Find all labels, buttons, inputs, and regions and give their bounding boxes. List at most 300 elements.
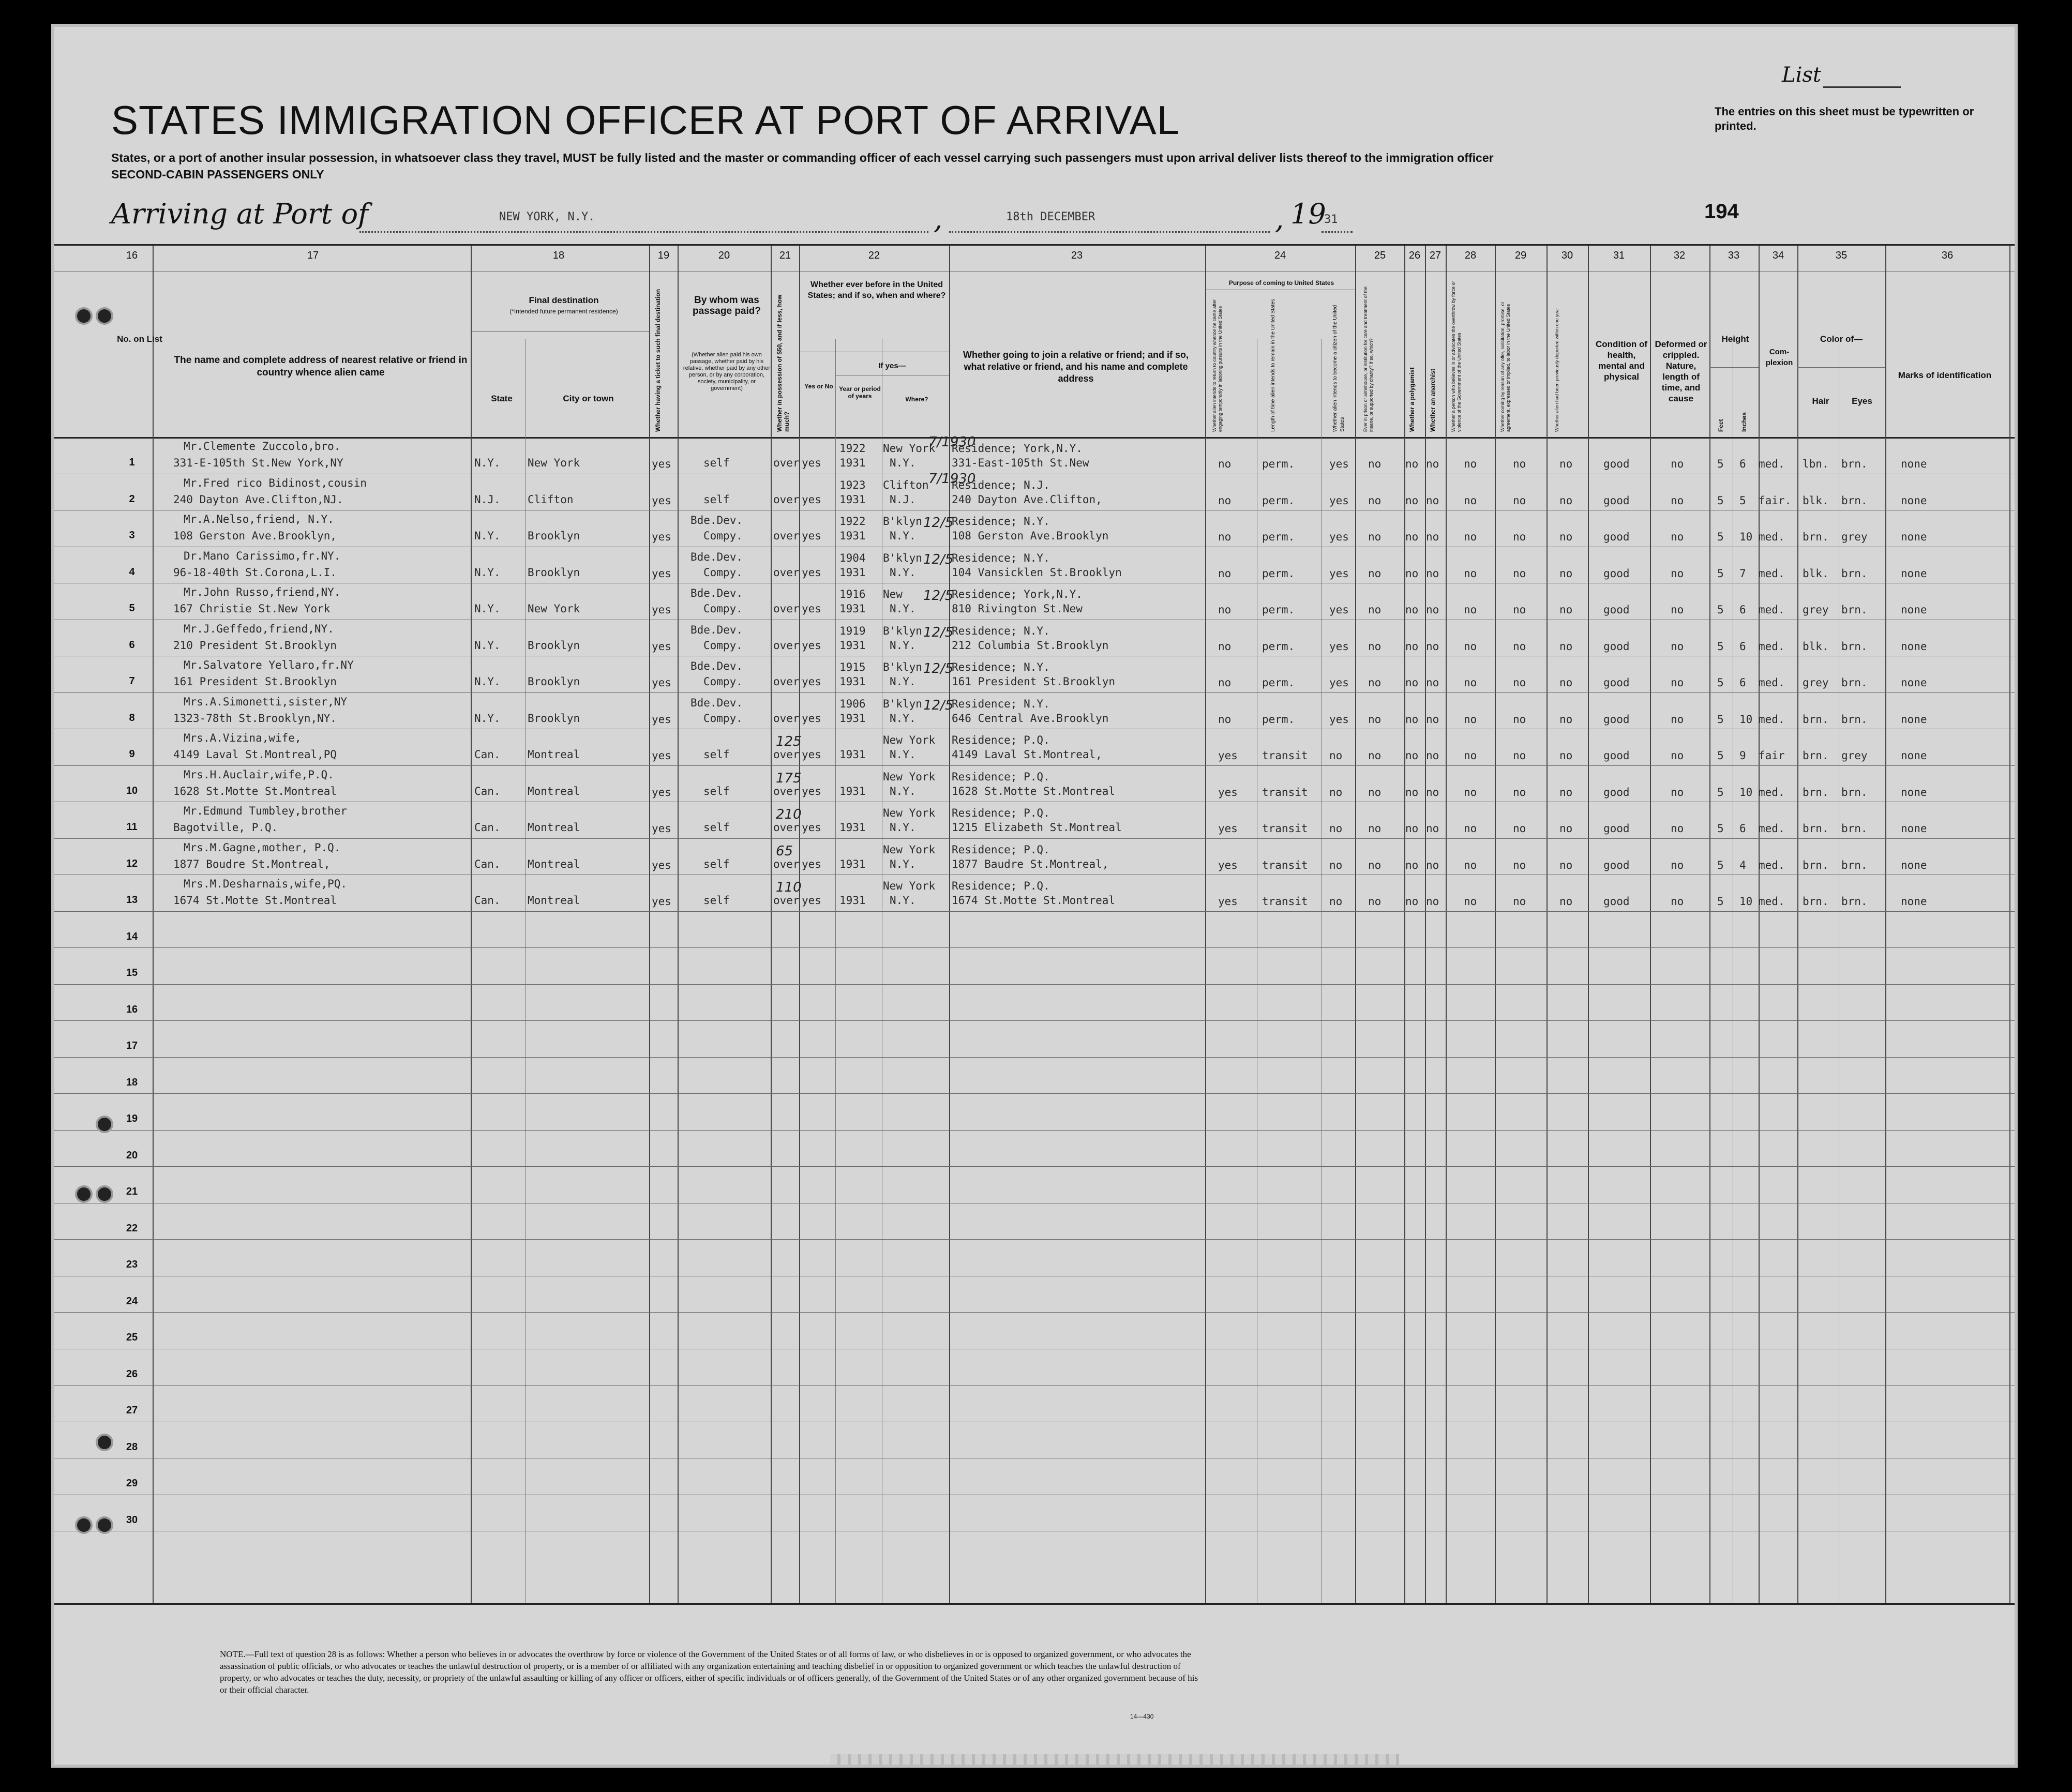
- relative-address: 1674 St.Motte St.Montreal: [173, 894, 337, 907]
- destination-city: Brooklyn: [528, 712, 580, 725]
- column-number: 36: [1941, 250, 1954, 261]
- relative-name: Mrs.A.Vizina,wife,: [184, 732, 302, 744]
- where-before: New York: [883, 770, 936, 783]
- header-q28: Whether a person who believes in or advocates the overthrow by force or violence of the Government of the United States: [1451, 281, 1462, 432]
- where-state: N.Y.: [890, 603, 916, 615]
- joining-residence: Residence; P.Q.: [952, 807, 1050, 819]
- row-rule: [54, 911, 2015, 912]
- health-condition: good: [1603, 786, 1630, 799]
- purpose-return: no: [1218, 458, 1232, 470]
- header-no-on-list: No. on List: [117, 334, 162, 344]
- possession-50: over: [773, 639, 800, 652]
- identification-marks: none: [1901, 531, 1927, 543]
- header-polygamist: Whether a polygamist: [1408, 367, 1416, 432]
- header-passage: By whom was passage paid?: [693, 295, 761, 317]
- complexion-value: med.: [1759, 458, 1785, 470]
- relative-address: Bagotville, P.Q.: [173, 821, 278, 834]
- column-rule: [1495, 246, 1496, 1603]
- been-before: yes: [802, 675, 821, 688]
- row-number: 5: [129, 603, 135, 614]
- handwritten-annotation: 110: [776, 880, 802, 895]
- handwritten-annotation: 65: [776, 843, 793, 859]
- row-number: 4: [129, 566, 135, 578]
- header-deformed: Deformed or crippled. Nature, length of time, and cause: [1655, 339, 1707, 403]
- prison-answer: no: [1368, 895, 1382, 908]
- relative-name: Mr.A.Nelso,friend, N.Y.: [184, 513, 334, 525]
- complexion-value: med.: [1759, 531, 1785, 543]
- row-number: 22: [126, 1222, 138, 1234]
- been-before: yes: [802, 457, 821, 469]
- eye-color: brn.: [1841, 786, 1868, 799]
- anarchist-answer: no: [1426, 494, 1439, 507]
- ticket-answer: yes: [652, 786, 671, 799]
- destination-state: N.Y.: [474, 603, 501, 615]
- row-number: 2: [129, 493, 135, 505]
- passage-paid-by-detail: Compy.: [703, 712, 743, 725]
- column-rule: [771, 246, 772, 1603]
- where-before: New York: [883, 843, 936, 856]
- q29-answer: no: [1513, 713, 1526, 726]
- row-number: 1: [129, 457, 135, 468]
- destination-city: Brooklyn: [528, 566, 580, 579]
- prison-answer: no: [1368, 822, 1382, 835]
- where-state: N.Y.: [890, 530, 916, 542]
- q28-answer: no: [1464, 640, 1477, 653]
- eye-color: brn.: [1841, 604, 1868, 616]
- q29-answer: no: [1513, 494, 1526, 507]
- row-number: 9: [129, 748, 135, 760]
- deformed-answer: no: [1671, 567, 1684, 580]
- health-condition: good: [1603, 640, 1630, 653]
- hair-color: brn.: [1803, 531, 1829, 543]
- q28-answer: no: [1464, 713, 1477, 726]
- height-feet: 5: [1717, 786, 1724, 799]
- year-period: 1931: [839, 857, 866, 870]
- been-before: yes: [802, 748, 821, 761]
- row-number: 23: [126, 1259, 138, 1270]
- purpose-return: no: [1218, 713, 1232, 726]
- joining-residence: Residence; P.Q.: [952, 770, 1050, 783]
- height-feet: 5: [1717, 859, 1724, 871]
- q30-answer: no: [1559, 494, 1573, 507]
- row-number: 7: [129, 675, 135, 687]
- identification-marks: none: [1901, 458, 1927, 470]
- header-eyes: Eyes: [1852, 396, 1872, 406]
- hair-color: lbn.: [1803, 458, 1829, 470]
- q30-answer: no: [1559, 786, 1573, 799]
- relative-address: 96-18-40th St.Corona,L.I.: [173, 566, 337, 579]
- header-city: City or town: [563, 394, 614, 403]
- purpose-return: no: [1218, 531, 1232, 543]
- eye-color: brn.: [1841, 676, 1868, 689]
- row-number: 8: [129, 712, 135, 724]
- q30-answer: no: [1559, 567, 1573, 580]
- header-purpose-return: Whether alien intends to return to country whence he came after engaging temporarily in laboring pursuits in the United States: [1212, 299, 1223, 432]
- deformed-answer: no: [1671, 531, 1684, 543]
- passage-paid-by-detail: self: [703, 894, 730, 907]
- passage-paid-by: Bde.Dev.: [690, 587, 743, 599]
- identification-marks: none: [1901, 676, 1927, 689]
- purpose-return: yes: [1218, 822, 1238, 835]
- identification-marks: none: [1901, 567, 1927, 580]
- destination-state: Can.: [474, 894, 501, 907]
- passage-paid-by: Bde.Dev.: [690, 623, 743, 636]
- q30-answer: no: [1559, 713, 1573, 726]
- height-feet: 5: [1717, 458, 1724, 470]
- eye-color: brn.: [1841, 822, 1868, 835]
- relative-address: 210 President St.Brooklyn: [173, 639, 337, 652]
- relative-name: Mrs.A.Simonetti,sister,NY: [184, 695, 348, 708]
- handwritten-annotation: 12/5: [923, 588, 954, 604]
- deformed-answer: no: [1671, 749, 1684, 762]
- handwritten-annotation: 7/1930: [928, 471, 976, 487]
- joining-address: 104 Vansicklen St.Brooklyn: [952, 566, 1122, 579]
- header-height: Height: [1721, 334, 1749, 344]
- where-state: N.Y.: [890, 748, 916, 761]
- header-color-of: Color of—: [1820, 334, 1863, 344]
- year-before: 1922: [839, 442, 866, 455]
- joining-residence: Residence; N.Y.: [952, 697, 1050, 710]
- q29-answer: no: [1513, 604, 1526, 616]
- identification-marks: none: [1901, 859, 1927, 871]
- identification-marks: none: [1901, 640, 1927, 653]
- year-period: 1931: [839, 675, 866, 688]
- where-state: N.Y.: [890, 894, 916, 907]
- prison-answer: no: [1368, 749, 1382, 762]
- where-state: N.Y.: [890, 639, 916, 652]
- row-rule: [54, 1093, 2015, 1094]
- purpose-length: perm.: [1262, 640, 1295, 653]
- possession-50: over: [773, 603, 800, 615]
- height-inches: 10: [1739, 786, 1753, 799]
- q29-answer: no: [1513, 822, 1526, 835]
- complexion-value: med.: [1759, 567, 1785, 580]
- handwritten-annotation: 12/5: [923, 624, 954, 640]
- height-feet: 5: [1717, 895, 1724, 908]
- hair-color: blk.: [1803, 640, 1829, 653]
- eye-color: brn.: [1841, 713, 1868, 726]
- hair-color: brn.: [1803, 786, 1829, 799]
- purpose-return: no: [1218, 567, 1232, 580]
- deformed-answer: no: [1671, 604, 1684, 616]
- page-subtitle: States, or a port of another insular possession, in whatsoever class they travel, MUST be fully listed and the master or commanding officer of each vessel carrying such passengers must upon arrival deliver lists thereof to the immigration officer: [111, 151, 1494, 164]
- joining-address: 646 Central Ave.Brooklyn: [952, 712, 1109, 725]
- column-rule: [835, 339, 836, 1603]
- passage-paid-by: Bde.Dev.: [690, 550, 743, 563]
- row-number: 30: [126, 1514, 138, 1526]
- punch-hole: [75, 307, 93, 325]
- purpose-citizen: no: [1329, 859, 1343, 871]
- q29-answer: no: [1513, 895, 1526, 908]
- polygamist-answer: no: [1405, 859, 1419, 871]
- relative-name: Mrs.H.Auclair,wife,P.Q.: [184, 768, 334, 781]
- page-number: 194: [1704, 200, 1739, 223]
- purpose-length: perm.: [1262, 458, 1295, 470]
- row-rule: [54, 984, 2015, 985]
- q28-answer: no: [1464, 604, 1477, 616]
- destination-state: Can.: [474, 821, 501, 834]
- joining-address: 1215 Elizabeth St.Montreal: [952, 821, 1122, 834]
- possession-50: over: [773, 675, 800, 688]
- eye-color: grey: [1841, 749, 1868, 762]
- column-number: 18: [552, 250, 565, 261]
- subheader-rule: [1709, 367, 1759, 368]
- height-feet: 5: [1717, 531, 1724, 543]
- header-relative: The name and complete address of nearest relative or friend in country whence alien came: [174, 355, 468, 378]
- polygamist-answer: no: [1405, 640, 1419, 653]
- punch-hole: [96, 1185, 113, 1203]
- relative-address: 108 Gerston Ave.Brooklyn,: [173, 530, 337, 542]
- q28-answer: no: [1464, 895, 1477, 908]
- joining-residence: Residence; York,N.Y.: [952, 588, 1083, 600]
- health-condition: good: [1603, 749, 1630, 762]
- header-hair: Hair: [1812, 396, 1829, 406]
- polygamist-answer: no: [1405, 458, 1419, 470]
- year-period: 1931: [839, 894, 866, 907]
- passage-paid-by-detail: Compy.: [703, 639, 743, 652]
- purpose-return: no: [1218, 640, 1232, 653]
- q29-answer: no: [1513, 749, 1526, 762]
- relative-name: Dr.Mano Carissimo,fr.NY.: [184, 549, 341, 562]
- been-before: yes: [802, 857, 821, 870]
- anarchist-answer: no: [1426, 822, 1439, 835]
- relative-address: 331-E-105th St.New York,NY: [173, 457, 343, 469]
- q28-answer: no: [1464, 567, 1477, 580]
- complexion-value: med.: [1759, 859, 1785, 871]
- been-before: yes: [802, 894, 821, 907]
- row-number: 20: [126, 1149, 138, 1161]
- prison-answer: no: [1368, 859, 1382, 871]
- column-number: 19: [657, 250, 670, 261]
- deformed-answer: no: [1671, 640, 1684, 653]
- purpose-length: transit: [1262, 895, 1308, 908]
- row-number: 15: [126, 967, 138, 978]
- possession-50: over: [773, 857, 800, 870]
- column-number: 23: [1071, 250, 1083, 261]
- height-feet: 5: [1717, 749, 1724, 762]
- been-before: yes: [802, 603, 821, 615]
- anarchist-answer: no: [1426, 786, 1439, 799]
- purpose-citizen: yes: [1329, 713, 1349, 726]
- handwritten-annotation: 175: [776, 770, 802, 786]
- header-q30: Whether alien had been previously deported within one year: [1554, 308, 1559, 432]
- hair-color: brn.: [1803, 895, 1829, 908]
- purpose-citizen: no: [1329, 895, 1343, 908]
- row-number: 10: [126, 785, 138, 796]
- purpose-return: yes: [1218, 786, 1238, 799]
- header-before: Whether ever before in the United States; and if so, when and where?: [807, 280, 946, 300]
- relative-address: 167 Christie St.New York: [173, 603, 331, 615]
- punch-hole: [96, 1116, 113, 1133]
- column-rule: [1425, 246, 1426, 1603]
- column-rule: [1797, 246, 1798, 1603]
- subheader-rule: [471, 331, 649, 332]
- anarchist-answer: no: [1426, 458, 1439, 470]
- eye-color: brn.: [1841, 494, 1868, 507]
- destination-city: Brooklyn: [528, 530, 580, 542]
- ticket-answer: yes: [652, 895, 671, 908]
- row-number: 16: [126, 1003, 138, 1015]
- header-yes-no: Yes or No: [804, 383, 833, 390]
- handwritten-annotation: 12/5: [923, 515, 954, 531]
- row-number: 6: [129, 639, 135, 651]
- where-state: N.Y.: [890, 675, 916, 688]
- health-condition: good: [1603, 859, 1630, 871]
- hair-color: grey: [1803, 604, 1829, 616]
- row-rule: [54, 1385, 2015, 1386]
- polygamist-answer: no: [1405, 567, 1419, 580]
- column-rule: [1709, 246, 1710, 1603]
- height-feet: 5: [1717, 713, 1724, 726]
- column-rule: [153, 246, 154, 1603]
- passage-paid-by-detail: self: [703, 857, 730, 870]
- second-cabin-label: SECOND-CABIN PASSENGERS ONLY: [111, 168, 324, 181]
- relative-name: Mrs.M.Gagne,mother, P.Q.: [184, 841, 341, 854]
- destination-city: Clifton: [528, 493, 574, 506]
- row-number: 3: [129, 530, 135, 541]
- row-rule: [54, 1166, 2015, 1167]
- where-state: N.Y.: [890, 785, 916, 797]
- possession-50: over: [773, 530, 800, 542]
- height-inches: 6: [1739, 822, 1746, 835]
- been-before: yes: [802, 566, 821, 579]
- hair-color: brn.: [1803, 859, 1829, 871]
- possession-50: over: [773, 566, 800, 579]
- deformed-answer: no: [1671, 713, 1684, 726]
- identification-marks: none: [1901, 749, 1927, 762]
- row-number: 14: [126, 930, 138, 942]
- q28-answer: no: [1464, 494, 1477, 507]
- hair-color: blk.: [1803, 567, 1829, 580]
- row-rule: [54, 692, 2015, 693]
- header-ticket: Whether having a ticket to such final destination: [654, 289, 662, 432]
- destination-state: N.Y.: [474, 675, 501, 688]
- joining-residence: Residence; N.J.: [952, 478, 1050, 491]
- eye-color: brn.: [1841, 895, 1868, 908]
- passage-paid-by-detail: self: [703, 821, 730, 834]
- polygamist-answer: no: [1405, 531, 1419, 543]
- q29-answer: no: [1513, 676, 1526, 689]
- complexion-value: med.: [1759, 604, 1785, 616]
- ticket-answer: yes: [652, 859, 671, 871]
- been-before: yes: [802, 493, 821, 506]
- destination-city: Montreal: [528, 857, 580, 870]
- header-if-yes: If yes—: [878, 362, 906, 370]
- health-condition: good: [1603, 567, 1630, 580]
- punch-hole: [75, 1516, 93, 1534]
- column-rule: [1355, 246, 1356, 1603]
- date-line: [949, 231, 1270, 233]
- health-condition: good: [1603, 494, 1630, 507]
- header-complexion: Com- plexion: [1765, 348, 1793, 367]
- polygamist-answer: no: [1405, 494, 1419, 507]
- destination-city: Montreal: [528, 748, 580, 761]
- destination-state: N.Y.: [474, 639, 501, 652]
- health-condition: good: [1603, 676, 1630, 689]
- q28-answer: no: [1464, 749, 1477, 762]
- passage-paid-by-detail: self: [703, 457, 730, 469]
- port-value: NEW YORK, N.Y.: [499, 210, 595, 223]
- handwritten-annotation: 12/5: [923, 551, 954, 567]
- column-rule: [1446, 246, 1447, 1603]
- list-number-line: [1823, 66, 1901, 88]
- header-state: State: [491, 394, 513, 403]
- joining-residence: Residence; P.Q.: [952, 734, 1050, 746]
- header-q29: Whether coming by reason of any offer, solicitation, promise, or agreement, expressed or implied, to labor in the United States: [1500, 302, 1511, 432]
- where-state: N.J.: [890, 493, 916, 506]
- purpose-citizen: yes: [1329, 567, 1349, 580]
- where-state: N.Y.: [890, 566, 916, 579]
- row-number: 25: [126, 1332, 138, 1343]
- purpose-citizen: no: [1329, 786, 1343, 799]
- relative-name: Mr.Edmund Tumbley,brother: [184, 805, 348, 817]
- where-state: N.Y.: [890, 821, 916, 834]
- purpose-return: no: [1218, 676, 1232, 689]
- anarchist-answer: no: [1426, 640, 1439, 653]
- deformed-answer: no: [1671, 676, 1684, 689]
- relative-name: Mr.Salvatore Yellaro,fr.NY: [184, 659, 354, 671]
- joining-address: 4149 Laval St.Montreal,: [952, 748, 1102, 761]
- height-feet: 5: [1717, 494, 1724, 507]
- health-condition: good: [1603, 531, 1630, 543]
- handwritten-annotation: 7/1930: [928, 434, 976, 450]
- port-line: [359, 231, 928, 233]
- header-condition: Condition of health, mental and physical: [1595, 339, 1648, 382]
- manifest-sheet: List The entries on this sheet must be typewritten or printed. STATES IMMIGRATION OFFICER AT PORT OF ARRIVAL States, or a port of another insular possession, in whatsoever class they travel, MUST be fully listed and the master or commanding officer of each vessel carrying such passengers must upon arrival deliver lists thereof to the immigration officer SECOND-CABIN PASSENGERS ONLY Arriving at Port of NEW YORK, N.Y. , 18th DECEMBER , 19 31 194 16 17 18 19 20 21 22 23 24 25 26 27 28 29 30 31 32 33 34 35 36 No. on List The name and complete address of nearest relative or friend in country whence alien came Final destination (*Intended future permanent residence) State City or town Whether having a ticket to such final destination By whom was passage paid? (Whether alien paid his own passage, whether paid by his relative, whether paid by any other person, or by any corporation, society, municipality, or government) Whether in possession of $50, and if less, how much? Whether ever before in the United States; and if so, when and where? Yes or No If yes— Year or period of years Where? Whether going to join a relative or friend; and if so, what relative or friend, and his name and complete address Purpose of coming to United States Whether alien intends to return to country whence he came after engaging temporarily in laboring pursuits in the United States Length of time alien intends to remain in the United States Whether alien intends to become a citizen of the United States Ever in prison or almshouse, or institution for care and treatment of the insane, or supported by charity? If so, which? Whether a polygamist Whether an anarchist Whether a person who believes in or advocates the overthrow by force or violence of the Government of the United States Whether coming by reason of any offer, solicitation, promise, or agreement, expressed or implied, to labor in the United States Whether alien had been previously deported within one year Condition of health, mental and physical Deformed or crippled. Nature, length of time, and cause Height Feet Inches Com- plexion Color of— Hair Eyes Marks of identification 1 Mr.Clemente Zuccolo,bro. 331-E-105th St.New York,NY N.Y. New York yes self over yes 1922 1931 New York N.Y. Residence; York,N.Y. 331-East-105th St.New no perm. yes no no no no no no good no 5 6 med. lbn. brn. none 7/1930 2 Mr.Fred rico Bidinost,cousin 240 Dayton Ave.Clifton,NJ. N.J. Clifton yes self over yes 1923 1931 Clifton N.J. Residence; N.J. 240 Dayton Ave.Clifton, no perm. yes no no no no no no good no 5 5 fair. blk. brn. none 7/1930 3 Mr.A.Nelso,friend, N.Y. 108 Gerston Ave.Brooklyn, N.Y. Brooklyn yes Bde.Dev. Compy. over yes 1922 1931 B'klyn N.Y. Residence; N.Y. 108 Gerston Ave.Brooklyn no perm. yes no no no no no no good no 5 10 med. brn. grey none 12/5 4 Dr.Mano Carissimo,fr.NY. 96-18-40th St.Corona,L.I. N.Y. Brooklyn yes Bde.Dev. Compy. over yes 1904 1931 B'klyn N.Y. Residence; N.Y. 104 Vansicklen St.Brooklyn no perm. yes no no no no no no good no 5 7 med. blk. brn. none 12/5 5 Mr.John Russo,friend,NY. 167 Christie St.New York N.Y. New York yes Bde.Dev. Compy. over yes 1916 1931 New N.Y. Residence; York,N.Y. 810 Rivington St.New no perm. yes no no no no no no good no 5 6 med. grey brn. none 12/5 6 Mr.J.Geffedo,friend,NY. 210 President St.Brooklyn N.Y. Brooklyn yes Bde.Dev. Compy. over yes 1919 1931 B'klyn N.Y. Residence; N.Y. 212 Columbia St.Brooklyn no perm. yes no no no no no no good no 5 6 med. blk. brn. none 12/5 7 Mr.Salvatore Yellaro,fr.NY 161 President St.Brooklyn N.Y. Brooklyn yes Bde.Dev. Compy. over yes 1915 1931 B'klyn N.Y. Residence; N.Y. 161 President St.Brooklyn no perm. yes no no no no no no good no 5 6 med. grey brn. none 12/5 8 Mrs.A.Simonetti,sister,NY 1323-78th St.Brooklyn,NY. N.Y. Brooklyn yes Bde.Dev. Compy. over yes 1906 1931 B'klyn N.Y. Residence; N.Y. 646 Central Ave.Brooklyn no perm. yes no no no no no no good no 5 10 med. brn. brn. none 12/5 9 Mrs.A.Vizina,wife, 4149 Laval St.Montreal,PQ Can. Montreal yes self over yes 1931 New York N.Y. Residence; P.Q. 4149 Laval St.Montreal, yes transit no no no no no no no good no 5 9 fair brn. grey none 125 10 Mrs.H.Auclair,wife,P.Q. 1628 St.Motte St.Montreal Can. Montreal yes self over yes 1931 New York N.Y. Residence; P.Q. 1628 St.Motte St.Montreal yes transit no no no no no no no good no 5 10 med. brn. brn. none 175 11 Mr.Edmund Tumbley,brother Bagotville, P.Q. Can. Montreal yes self over yes 1931 New York N.Y. Residence; P.Q. 1215 Elizabeth St.Montreal yes transit no no no no no no no good no 5 6 med. brn. brn. none 210 12 Mrs.M.Gagne,mother, P.Q. 1877 Boudre St.Montreal, Can. Montreal yes self over yes 1931 New York N.Y. Residence; P.Q. 1877 Baudre St.Montreal, yes transit no no no no no no no good no 5 4 med. brn. brn. none 65 13 Mrs.M.Desharnais,wife,PQ. 1674 St.Motte St.Montreal Can. Montreal yes self over yes 1931 New York N.Y. Residence; P.Q. 1674 St.Motte St.Montreal yes transit no no no no no no no good no 5 10 med. brn. brn. none 110 14 15 16 17 18 19 20 21 22 23 24 25 26 27 28 29 30 NOTE.—Full text of question 28 is as follows: Whether a person who believes in or advocates the overthrow by force or violence of the Government of the United States or of all forms of law, or who disbelieves in or is opposed to organized government, or who advocates the assassination of public officials, or who advocates or teaches the unlawful destruction of property, or is a member of or affiliated with any organization entertaining and teaching disbelief in or opposition to organized government or which teaches the unlawful destruction of property, or who advocates or teaches the duty, necessity, or propriety of the unlawful assaulting or killing of any officer or officers, either of specific individuals or of officers generally, of the Government of the United States or of any other organized government because of his or their official character. 14—430: [54, 27, 2015, 1765]
- torn-edge: [830, 1754, 1399, 1765]
- health-condition: good: [1603, 895, 1630, 908]
- polygamist-answer: no: [1405, 749, 1419, 762]
- polygamist-answer: no: [1405, 604, 1419, 616]
- year-period: 1931: [839, 493, 866, 506]
- where-before: B'klyn: [883, 624, 922, 637]
- prison-answer: no: [1368, 494, 1382, 507]
- destination-state: N.Y.: [474, 566, 501, 579]
- column-number: 32: [1673, 250, 1686, 261]
- relative-name: Mrs.M.Desharnais,wife,PQ.: [184, 878, 348, 890]
- complexion-value: med.: [1759, 713, 1785, 726]
- q29-answer: no: [1513, 567, 1526, 580]
- deformed-answer: no: [1671, 786, 1684, 799]
- where-state: N.Y.: [890, 457, 916, 469]
- ticket-answer: yes: [652, 676, 671, 689]
- ticket-answer: yes: [652, 713, 671, 726]
- footnote-question-28: NOTE.—Full text of question 28 is as follows: Whether a person who believes in or advocates the overthrow by force or violence of the Government of the United States or of all forms of law, or who disbelieves in or is opposed to organized government, or who advocates the assassination of public officials, or who advocates or teaches the unlawful destruction of property, or is a member of or affiliated with any organization entertaining and teaching disbelief in or opposition to organized government or which teaches the unlawful destruction of property, or who advocates or teaches the duty, necessity, or propriety of the unlawful assaulting or killing of any officer or officers, either of specific individuals or of officers generally, of the Government of the United States or of any other organized government because of his or their official character.: [220, 1649, 1198, 1695]
- destination-city: Montreal: [528, 821, 580, 834]
- column-number: 26: [1408, 250, 1421, 261]
- column-number: 20: [718, 250, 730, 261]
- q30-answer: no: [1559, 859, 1573, 871]
- q28-answer: no: [1464, 676, 1477, 689]
- height-inches: 10: [1739, 895, 1753, 908]
- purpose-citizen: yes: [1329, 604, 1349, 616]
- column-rule: [678, 246, 679, 1603]
- where-before: New York: [883, 734, 936, 746]
- column-rule: [1885, 246, 1886, 1603]
- destination-city: Brooklyn: [528, 675, 580, 688]
- where-state: N.Y.: [890, 857, 916, 870]
- joining-residence: Residence; N.Y.: [952, 551, 1050, 564]
- height-inches: 6: [1739, 640, 1746, 653]
- year-before: 1923: [839, 478, 866, 491]
- handwritten-annotation: 12/5: [923, 661, 954, 676]
- q28-answer: no: [1464, 859, 1477, 871]
- polygamist-answer: no: [1405, 822, 1419, 835]
- joining-address: 1628 St.Motte St.Montreal: [952, 785, 1116, 797]
- destination-city: Montreal: [528, 894, 580, 907]
- possession-50: over: [773, 894, 800, 907]
- prison-answer: no: [1368, 458, 1382, 470]
